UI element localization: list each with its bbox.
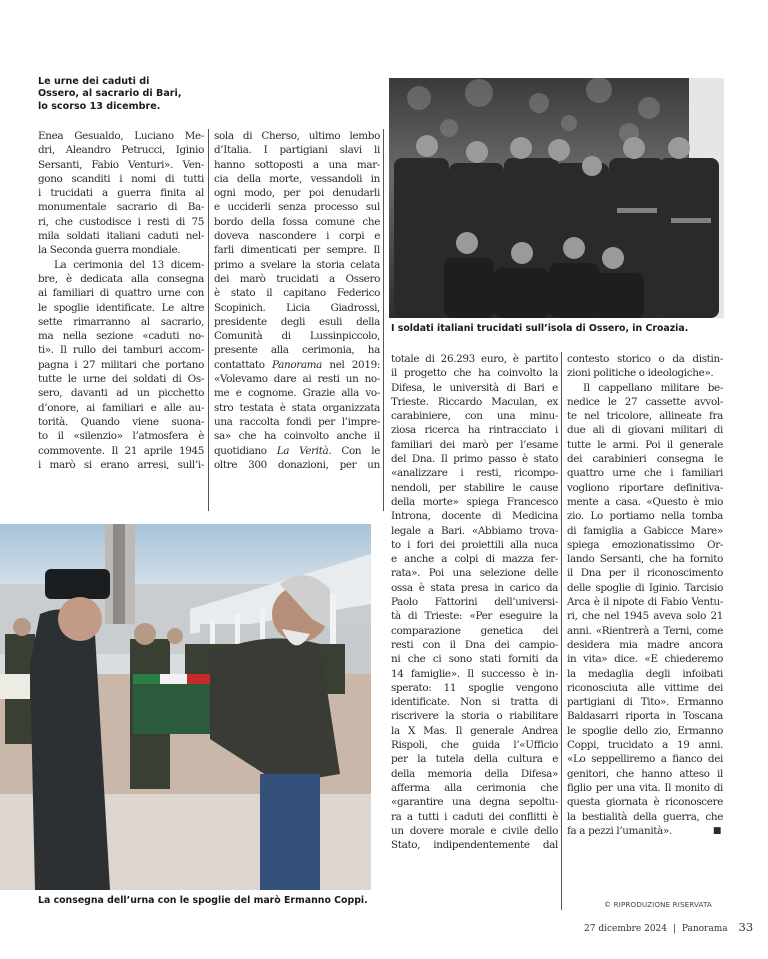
article-line: Rispoli, che guida l’«Ufficio (391, 739, 558, 752)
article-line: un dovere morale e civile dello (391, 824, 558, 837)
article-line: in vita» dice. «E chiederemo (567, 653, 723, 666)
article-line: resti con il Dna dei campio- (391, 638, 558, 651)
article-line: il progetto che ha coinvolto la (391, 367, 558, 380)
article-line: doveva nascondere i corpi e (214, 230, 380, 243)
article-line: farli dimenticati per sempre. Il (214, 244, 380, 257)
article-line: una raccolta fondi per l’impre- (214, 415, 380, 428)
article-line: «analizzare i resti, ricompo- (391, 467, 558, 480)
article-line: Il cappellano militare be- (583, 381, 723, 394)
article-line: 14 famiglie». Il successo è in- (391, 667, 558, 680)
article-line: dei carabinieri consegna le (567, 453, 723, 466)
article-column-1 (38, 129, 204, 472)
article-line: te nel tricolore, allineate fra (567, 410, 723, 423)
article-line: ma nella sezione «caduti no- (38, 330, 204, 343)
caption-urns: Le urne dei caduti di Ossero, al sacrario di Bari, lo scorso 13 dicembre. (38, 76, 182, 112)
article-line: oltre 300 donazioni, per un (214, 458, 380, 471)
article-line: me e cognome. Grazie alla vo- (214, 387, 380, 400)
article-line: zioni politiche o ideologiche». (567, 367, 714, 380)
article-line: Paolo Fattorini dell’universi- (391, 596, 558, 609)
article-line: Arca è il nipote di Fabio Ventu- (567, 596, 723, 609)
article-line: il Dna per il riconoscimento (567, 567, 723, 580)
article-line: «garantire una degna sepoltu- (391, 796, 558, 809)
article-column-2 (214, 129, 380, 472)
article-line: partigiani di Tito». Ermanno (567, 696, 723, 709)
column-divider (208, 129, 209, 511)
article-line: tà di Trieste: «Per eseguire la (391, 610, 558, 623)
article-line: contesto storico o da distin- (567, 353, 723, 365)
article-line: nedice le 27 cassette avvol- (567, 395, 723, 408)
photo-urn-handover (0, 524, 371, 890)
article-line: questa giornata è riconoscere (567, 796, 723, 809)
footer-publication: Panorama (681, 924, 728, 934)
article-line: due ali di giovani militari di (567, 424, 723, 437)
article-line: lando Sersanti, che ha fornito (567, 553, 723, 566)
article-line: sperato: 11 spoglie vengono (391, 681, 558, 694)
column-divider (383, 129, 384, 511)
article-line: la Seconda guerra mondiale. (38, 244, 181, 257)
page-number: 33 (738, 920, 754, 934)
article-line: familiari dei marò per l’esame (391, 438, 558, 451)
article-line: Stato, indipendentemente dal (391, 839, 558, 852)
article-line: tutte le armi. Poi il generale (567, 438, 723, 451)
article-line: afferma alla cerimonia che (391, 781, 558, 794)
article-line: è stato il capitano Federico (214, 287, 380, 300)
photo-soldiers-group (389, 78, 724, 318)
article-line: sola di Cherso, ultimo lembo (214, 130, 380, 142)
article-line: i trucidati a guerra finita al (38, 187, 204, 200)
article-line: Baldasarri riporta in Toscana (567, 710, 723, 723)
article-line: hanno sottoposti a una mar- (214, 158, 380, 171)
article-line: spiega emozionatissimo Or- (567, 538, 723, 551)
article-line: desidera mia madre ancora (567, 638, 723, 651)
article-line: ossa è stata presa in carico da (391, 581, 558, 594)
article-line: sette rimarranno al sacrario, (38, 315, 204, 328)
article-line: rata». Poi una selezione delle (391, 567, 558, 580)
article-line: la X Mas. Il generale Andrea (391, 724, 558, 737)
article-line: to il «silenzio» l’atmosfera è (38, 430, 204, 443)
article-line: la medaglia degli infoibati (567, 667, 723, 680)
article-line: della memoria della Difesa» (391, 767, 558, 780)
article-line: Enea Gesualdo, Luciano Me- (38, 130, 204, 142)
article-line: Comunità di Lussinpiccolo, (214, 330, 380, 343)
article-line: Difesa, le università di Bari e (391, 381, 558, 394)
article-line: per la tutela della cultura e (391, 753, 558, 766)
article-line: la bestialità della guerra, che (567, 810, 723, 823)
article-line: dei marò trucidati a Ossero (214, 272, 380, 285)
article-line: Scopinich. Licia Giadrossi, (214, 301, 380, 314)
article-line: bordo della fossa comune che (214, 215, 380, 228)
footer-date: 27 dicembre 2024 (584, 924, 668, 934)
article-line: stro testata è stata organizzata (214, 401, 380, 414)
article-line (567, 824, 723, 838)
article-line: primo a svelare la storia celata (214, 258, 380, 271)
article-line: legale a Bari. «Abbiamo trova- (391, 524, 558, 537)
article-line: Trieste. Riccardo Maculan, ex (391, 395, 558, 408)
article-line: zio. Lo portiamo nella tomba (567, 510, 723, 523)
article-line: vogliono riportare definitiva- (567, 481, 723, 494)
article-line: presidente degli esuli della (214, 315, 380, 328)
article-line: nendoli, per stabilire le cause (391, 481, 558, 494)
article-line: delle spoglie di Iginio. Tarcisio (567, 581, 723, 594)
article-line: e anche a colpi di mazza fer- (391, 553, 558, 566)
article-line: bre, è dedicata alla consegna (38, 272, 204, 285)
article-line: ni che ci sono stati forniti da (391, 653, 558, 666)
article-line: dri, Aleandro Petrucci, Iginio (38, 144, 204, 157)
article-line: ti». Il rullo dei tamburi accom- (38, 344, 204, 357)
article-line: e ucciderli senza processo sul (214, 201, 380, 214)
article-line: del Dna. Il primo passo è stato (391, 453, 558, 466)
article-line: della morte» spiega Francesco (391, 495, 558, 508)
page-footer (584, 920, 753, 934)
end-mark-icon: ■ (712, 825, 721, 836)
article-line: mila soldati italiani caduti nel- (38, 230, 204, 243)
article-line: i marò si erano arresi, sull’i- (38, 458, 204, 471)
article-line: ri, che nel 1945 aveva solo 21 (567, 610, 723, 623)
article-line: totale di 26.293 euro, è partito (391, 353, 558, 365)
article-line: le spoglie dello zio, Ermanno (567, 724, 723, 737)
article-line: contattato Panorama nel 2019: (214, 358, 380, 371)
ceremony-photo-illustration (0, 524, 371, 890)
article-line: ogni modo, per poi denudarli (214, 187, 380, 200)
article-line: ai familiari di quattro urne con (38, 287, 204, 300)
article-line: sero, davanti ad un picchetto (38, 387, 204, 400)
article-line: ri, che custodisce i resti di 75 (38, 215, 204, 228)
article-last-line: fa a pezzi l’umanità». (567, 824, 672, 837)
article-line: Introna, docente di Medicina (391, 510, 558, 523)
article-line: «Volevamo dare ai resti un no- (214, 373, 380, 386)
article-line: anni. «Rientrerà a Terni, come (567, 624, 723, 637)
article-line: d’onore, ai familiari e alle au- (38, 401, 204, 414)
article-column-3 (391, 352, 558, 852)
article-line: to i fori dei proiettili alla nuca (391, 538, 558, 551)
footer-separator: | (672, 924, 676, 934)
article-line: riscrivere la storia o riabilitare (391, 710, 558, 723)
article-line: di famiglia a Gabicce Mare» (567, 524, 723, 537)
article-line: le spoglie identificate. Le altre (38, 301, 204, 314)
article-line: d’Italia. I partigiani slavi li (214, 144, 380, 157)
column-divider (561, 352, 562, 910)
article-line: figlio per una vita. Il monito di (567, 781, 723, 794)
article-line: comparazione genetica dei (391, 624, 558, 637)
article-line: carabiniere, con una minu- (391, 410, 558, 423)
article-column-4 (567, 352, 723, 838)
article-line: ziosa ricerca ha rintracciato i (391, 424, 558, 437)
article-line: genitori, che hanno atteso il (567, 767, 723, 780)
article-line: mente a casa. «Questo è mio (567, 495, 723, 508)
article-line: quotidiano La Verità. Con le (214, 444, 381, 457)
article-line: presente alla cerimonia, ha (214, 344, 380, 357)
article-line: Sersanti, Fabio Venturi». Ven- (38, 158, 204, 171)
caption-urn-handover: La consegna dell’urna con le spoglie del marò Ermanno Coppi. (38, 895, 368, 906)
soldiers-photo-illustration (389, 78, 724, 318)
copyright-notice: © RIPRODUZIONE RISERVATA (604, 900, 712, 909)
article-line: cia della morte, vessandoli in (214, 172, 380, 185)
article-line: tutte le urne dei soldati di Os- (38, 373, 204, 386)
article-line: La cerimonia del 13 dicem- (54, 258, 204, 271)
article-line: «Lo seppelliremo a fianco dei (567, 753, 723, 766)
article-line: commovente. Il 21 aprile 1945 (38, 444, 204, 457)
article-line: sa» che ha coinvolto anche il (214, 430, 380, 443)
article-line: Coppi, trucidato a 19 anni. (567, 739, 723, 752)
article-line: torità. Quando viene suona- (38, 415, 204, 428)
article-line: identificate. Non si tratta di (391, 696, 558, 709)
article-line: quattro urne che i familiari (567, 467, 723, 480)
article-line: monumentale sacrario di Ba- (38, 201, 204, 214)
article-line: ra a tutti i caduti dei conflitti è (391, 810, 558, 823)
article-line: gono scanditi i nomi di tutti (38, 172, 204, 185)
article-line: pagna i 27 militari che portano (38, 358, 204, 371)
article-line: riconosciuta alle vittime dei (567, 681, 723, 694)
caption-soldiers: I soldati italiani trucidati sull’isola di Ossero, in Croazia. (391, 323, 689, 334)
